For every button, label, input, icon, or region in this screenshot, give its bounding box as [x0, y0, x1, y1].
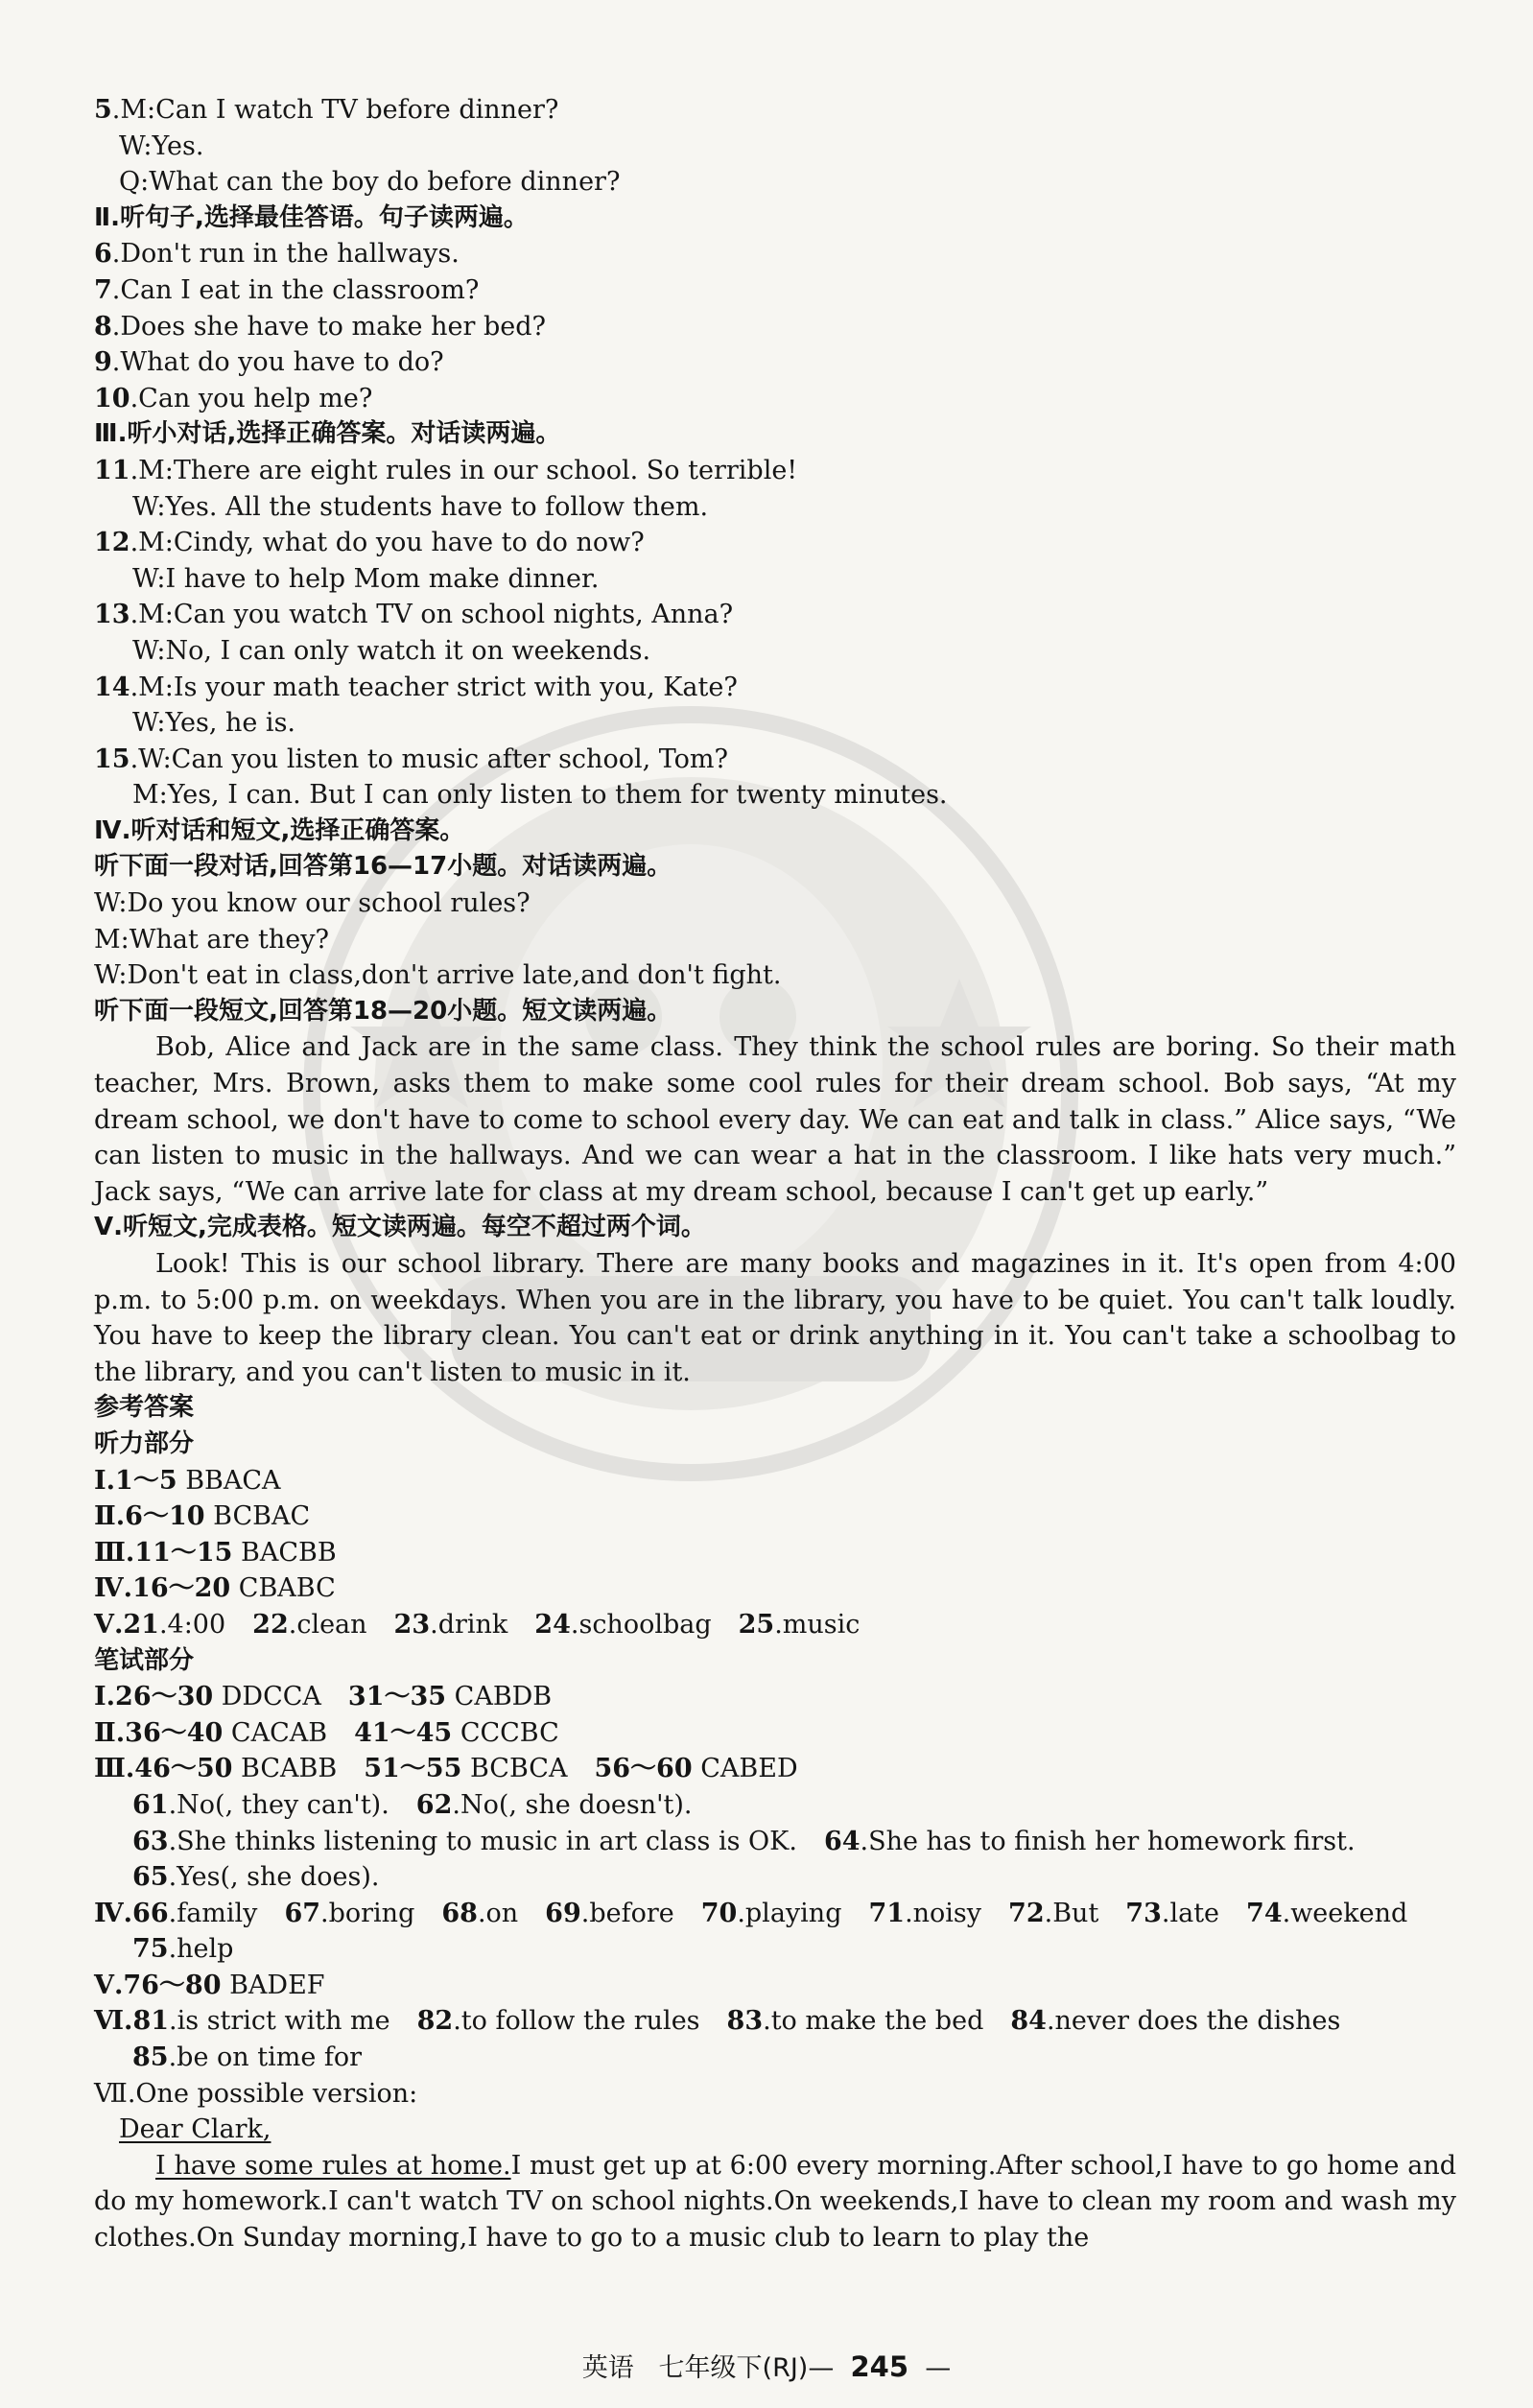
dialog-item — [94, 525, 1456, 561]
writing-title: 笔试部分 — [94, 1645, 195, 1675]
answer-number: 67 — [284, 1898, 321, 1928]
answer-number: 66 — [132, 1898, 169, 1928]
writing-answers-6 — [94, 2003, 1456, 2040]
answers-title: 参考答案 — [94, 1393, 195, 1423]
answer-number: 64 — [823, 1826, 861, 1856]
answer-number: 68 — [441, 1898, 478, 1928]
answer-text: .never does the dishes — [1046, 2006, 1341, 2037]
answer-text: .4:00 — [158, 1609, 226, 1640]
answer-text: .to follow the rules — [453, 2006, 700, 2037]
writing-answers-6-last — [94, 2040, 1456, 2076]
section-4-title: Ⅳ.听对话和短文,选择正确答案。 — [94, 815, 465, 845]
footer-dash: — — [925, 2353, 952, 2383]
answer-label: 41～45 — [354, 1717, 453, 1748]
answer-text: CABED — [700, 1754, 798, 1784]
dialog-text: .M:Cindy, what do you have to do now? — [130, 528, 645, 558]
writing-answers-4-last — [94, 1931, 1456, 1968]
section-5-passage: Look! This is our school library. There are many books and magazines in it. It's open from 4:00 p.m. to 5:00 p.m. on weekdays. When you are in the library, you have to be quiet. You can't talk loudly. You have to keep the library clean. You can't eat or drink anything in it. You can't take a schoolbag to the library, and you can't listen to music in it. — [94, 1249, 1456, 1387]
answer-number: 85 — [132, 2042, 169, 2073]
dialog-number: 11 — [94, 455, 130, 485]
answer-text: .clean — [288, 1609, 367, 1640]
answer-prefix: Ⅳ. — [94, 1898, 133, 1928]
answer-text: DDCCA — [221, 1682, 321, 1712]
footer-subject: 英语 — [581, 2353, 634, 2383]
answer-text: .drink — [430, 1609, 508, 1640]
answer-number: 24 — [534, 1609, 571, 1640]
section-2-title: Ⅱ.听句子,选择最佳答语。句子读两遍。 — [94, 202, 529, 232]
sentence-text: .Can you help me? — [130, 383, 373, 413]
document-body — [94, 92, 1456, 2256]
answer-row — [94, 1824, 1456, 1860]
answer-text: .She has to finish her homework first. — [860, 1826, 1356, 1856]
dialog-reply: W:Yes. All the students have to follow them. — [132, 491, 709, 522]
listening-answers — [94, 1463, 1456, 1607]
page-number: 245 — [850, 2350, 909, 2383]
section-4-dialog-intro: 听下面一段对话,回答第16—17小题。对话读两遍。 — [94, 852, 672, 882]
dialog-reply: M:Yes, I can. But I can only listen to them for twenty minutes. — [132, 780, 948, 811]
answer-row — [94, 1859, 1456, 1896]
answer-text: BACBB — [241, 1537, 337, 1568]
answer-number: 71 — [868, 1898, 906, 1928]
answer-text: CABDB — [454, 1682, 553, 1712]
answer-prefix: Ⅴ. — [94, 1609, 124, 1640]
dialog-text: .M:Can you watch TV on school nights, Anna? — [130, 600, 734, 630]
answer-label: Ⅲ.46～50 — [94, 1754, 233, 1784]
answer-label: Ⅳ.16～20 — [94, 1573, 231, 1604]
answer-number: 84 — [1010, 2006, 1047, 2037]
answer-number: 69 — [545, 1898, 581, 1928]
dialog-reply: W:No, I can only watch it on weekends. — [132, 635, 651, 666]
answer-label: Ⅰ.1～5 — [94, 1465, 177, 1496]
dialog-line: W:Do you know our school rules? — [94, 888, 531, 919]
writing-answers-1 — [94, 1679, 1456, 1715]
answer-number: 70 — [700, 1898, 738, 1928]
sentence-number: 8 — [94, 311, 112, 342]
sentence-item — [94, 381, 1456, 417]
answer-text: .Yes(, she does). — [168, 1862, 380, 1893]
answer-label: 31～35 — [347, 1682, 447, 1712]
answer-label: 56～60 — [594, 1754, 693, 1784]
answer-prefix: Ⅵ. — [94, 2006, 133, 2037]
answer-row — [94, 1535, 1456, 1571]
writing-7-intro: Ⅶ.One possible version: — [94, 2078, 418, 2109]
sentence-text: .Don't run in the hallways. — [111, 239, 460, 270]
answer-text: .is strict with me — [169, 2006, 390, 2037]
answer-text: BCABB — [241, 1754, 338, 1784]
footer-grade: 七年级下(RJ) — [658, 2353, 809, 2383]
dialog-number: 14 — [94, 672, 130, 702]
writing-answers-4 — [94, 1896, 1456, 1932]
page-footer — [0, 2347, 1533, 2384]
answer-text: .help — [168, 1934, 234, 1965]
answer-number: 22 — [252, 1609, 289, 1640]
sentence-text: .What do you have to do? — [111, 347, 444, 378]
section-3-items — [94, 453, 1456, 814]
dialog-reply: W:I have to help Mom make dinner. — [132, 563, 600, 594]
dialog-text: .M:Is your math teacher strict with you, Kate? — [130, 672, 738, 702]
dialog-number: 12 — [94, 528, 130, 558]
writing-answers-3 — [94, 1751, 1456, 1787]
dialog-item — [94, 742, 1456, 778]
answer-number: 61 — [132, 1789, 169, 1820]
answer-text: .noisy — [905, 1898, 982, 1928]
answer-row — [94, 1463, 1456, 1499]
dialog-reply: W:Yes, he is. — [132, 708, 296, 739]
answer-text: BCBCA — [469, 1754, 568, 1784]
answer-text: .before — [580, 1898, 674, 1928]
section-4-passage-intro: 听下面一段短文,回答第18—20小题。短文读两遍。 — [94, 996, 672, 1026]
answer-number: 21 — [123, 1609, 159, 1640]
dialog-number: 15 — [94, 744, 130, 774]
answer-number: 62 — [415, 1789, 453, 1820]
dialog-text: .M:There are eight rules in our school. So terrible! — [130, 455, 798, 485]
listening-answers-5 — [94, 1607, 1456, 1643]
sentence-item — [94, 272, 1456, 309]
answer-text: CCCBC — [460, 1717, 559, 1748]
q5-w: W:Yes. — [119, 130, 204, 161]
sentence-number: 9 — [94, 347, 112, 378]
section-5-title: Ⅴ.听短文,完成表格。短文读两遍。每空不超过两个词。 — [94, 1213, 706, 1242]
letter-body-text: I must get up at 6:00 every morning.After school,I have to go home and do my homework.I can't watch TV on school nights.On weekends,I have to clean my room and wash my clothes.On Sunday morning,I have to go to a music club to learn to play the — [94, 2150, 1456, 2254]
dialog-number: 13 — [94, 600, 130, 630]
letter-first-sentence: I have some rules at home. — [155, 2150, 511, 2181]
answer-text: .late — [1161, 1898, 1220, 1928]
answer-text: CBABC — [238, 1573, 336, 1604]
answer-label: Ⅰ.26～30 — [94, 1682, 214, 1712]
sentence-number: 7 — [94, 274, 112, 305]
section-2-items — [94, 236, 1456, 416]
answer-text: .schoolbag — [570, 1609, 712, 1640]
letter-body — [94, 2148, 1456, 2256]
answer-label: Ⅲ.11～15 — [94, 1537, 233, 1568]
answer-text: .But — [1044, 1898, 1099, 1928]
answer-row — [94, 1570, 1456, 1607]
answer-row — [94, 1787, 1456, 1824]
answer-number: 83 — [726, 2006, 764, 2037]
answer-text: .on — [477, 1898, 519, 1928]
section-3-title: Ⅲ.听小对话,选择正确答案。对话读两遍。 — [94, 419, 561, 449]
writing-answers-2 — [94, 1715, 1456, 1752]
sentence-number: 10 — [94, 383, 130, 413]
sentence-number: 6 — [94, 239, 112, 270]
answer-text: .family — [168, 1898, 258, 1928]
answer-text: CACAB — [230, 1717, 328, 1748]
sentence-item — [94, 309, 1456, 345]
answer-text: BCBAC — [213, 1501, 311, 1532]
dialog-line: M:What are they? — [94, 924, 329, 955]
answer-number: 23 — [393, 1609, 431, 1640]
writing-answers-3b — [94, 1787, 1456, 1896]
answer-number: 65 — [132, 1862, 169, 1893]
q5-q: Q:What can the boy do before dinner? — [119, 167, 621, 198]
answer-text: .playing — [737, 1898, 842, 1928]
letter-greeting: Dear Clark, — [119, 2114, 271, 2145]
answer-text: .weekend — [1282, 1898, 1408, 1928]
answer-number: 25 — [738, 1609, 775, 1640]
answer-text: .No(, they can't). — [168, 1789, 389, 1820]
dialog-line: W:Don't eat in class,don't arrive late,and don't fight. — [94, 960, 782, 991]
answer-number: 72 — [1008, 1898, 1045, 1928]
answer-number: 73 — [1125, 1898, 1162, 1928]
answer-text: .music — [774, 1609, 861, 1640]
answer-number: 75 — [132, 1934, 169, 1965]
sentence-item — [94, 236, 1456, 272]
answer-label: 51～55 — [364, 1754, 462, 1784]
footer-dash: — — [808, 2353, 835, 2383]
answer-label: Ⅱ.6～10 — [94, 1501, 205, 1532]
answer-text: .No(, she doesn't). — [452, 1789, 693, 1820]
answer-text: .boring — [320, 1898, 415, 1928]
answer-text: BBACA — [185, 1465, 281, 1496]
answer-number: 81 — [132, 2006, 170, 2037]
sentence-item — [94, 344, 1456, 381]
answer-text: .to make the bed — [763, 2006, 984, 2037]
sentence-text: .Can I eat in the classroom? — [111, 274, 480, 305]
answer-number: 82 — [416, 2006, 454, 2037]
listening-title: 听力部分 — [94, 1428, 195, 1458]
dialog-item — [94, 597, 1456, 633]
writing-answers-5: Ⅴ.76～80 BADEF — [94, 1970, 325, 2000]
answer-text: .be on time for — [168, 2042, 363, 2073]
q5-m: 5.M:Can I watch TV before dinner? — [94, 95, 559, 125]
answer-number: 63 — [132, 1826, 169, 1856]
answer-row — [94, 1499, 1456, 1535]
answer-text: .She thinks listening to music in art class is OK. — [168, 1826, 797, 1856]
sentence-text: .Does she have to make her bed? — [111, 311, 546, 342]
dialog-item — [94, 670, 1456, 706]
dialog-text: .W:Can you listen to music after school, Tom? — [130, 744, 729, 774]
answer-label: Ⅱ.36～40 — [94, 1717, 224, 1748]
answer-number: 74 — [1246, 1898, 1283, 1928]
section-4-passage: Bob, Alice and Jack are in the same class. They think the school rules are boring. So their math teacher, Mrs. Brown, asks them to make some cool rules for their dream school. Bob says, “At my dream school, we don't have to come to school every day. We can eat and talk in class.” Alice says, “We can listen to music in the hallways. And we can wear a hat in the classroom. I like hats very much.” Jack says, “We can arrive late for class at my dream school, because I can't get up early.” — [94, 1032, 1456, 1207]
dialog-item — [94, 453, 1456, 489]
